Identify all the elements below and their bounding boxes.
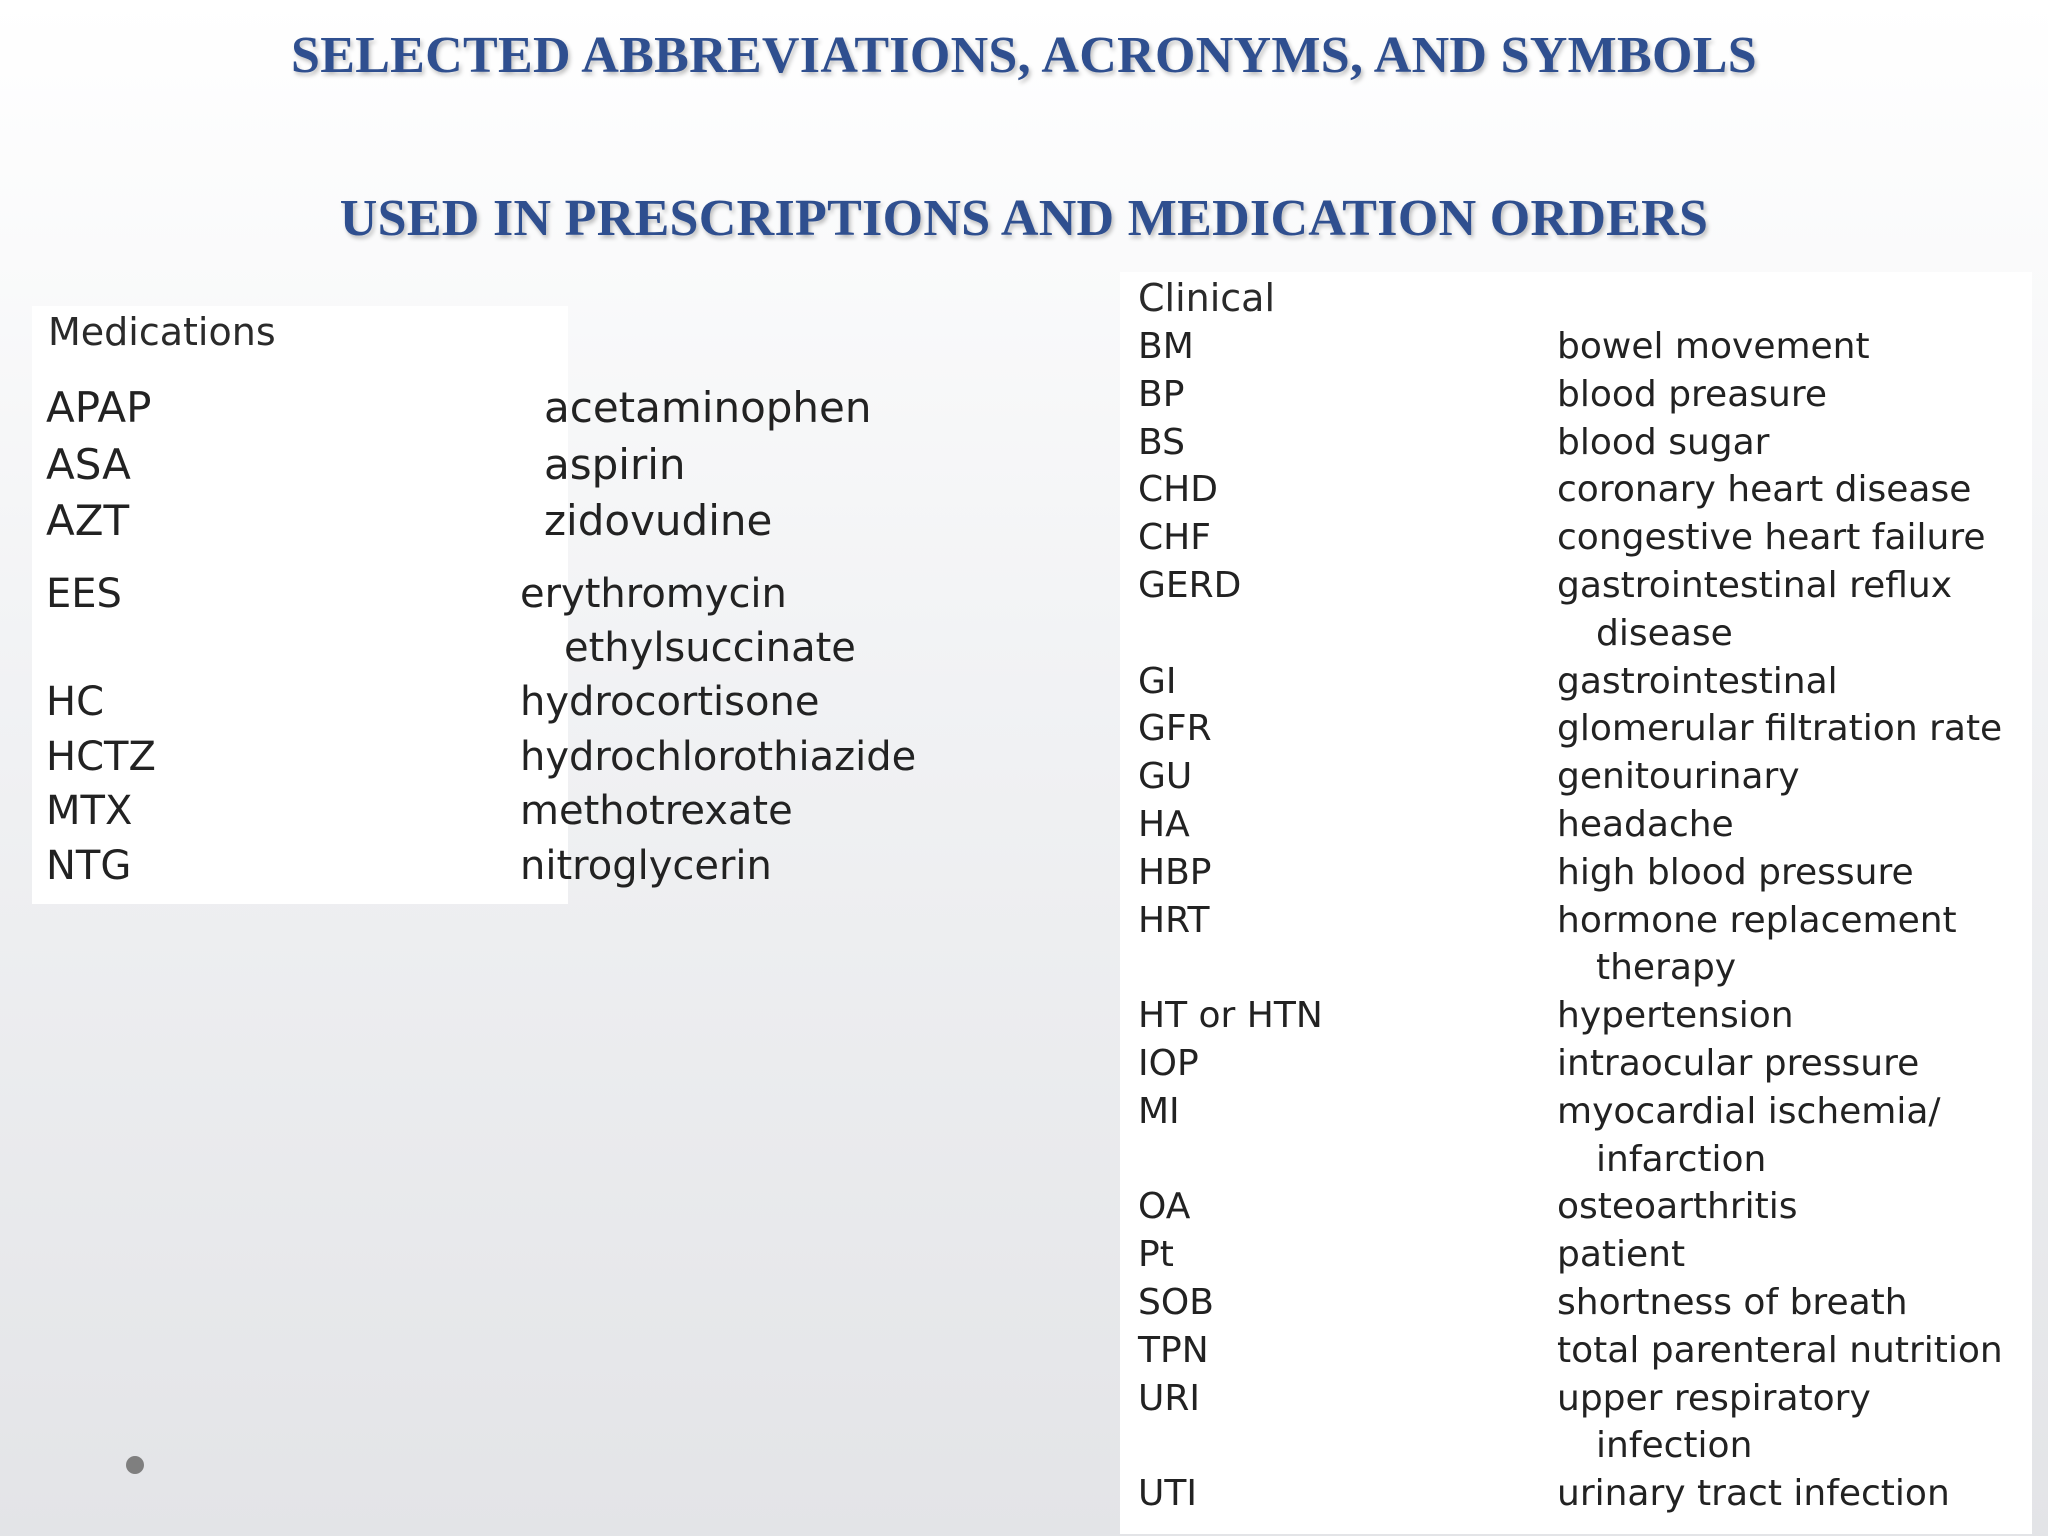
clinical-meaning-continued: therapy <box>1596 947 1737 988</box>
slide-title-line-2: USED IN PRESCRIPTIONS AND MEDICATION ORDERS <box>339 190 1709 247</box>
clinical-meaning: glomerular filtration rate <box>1557 708 2003 749</box>
medication-abbreviation: NTG <box>46 843 132 889</box>
clinical-abbreviation: BP <box>1138 374 1185 415</box>
clinical-abbreviation: SOB <box>1138 1282 1214 1323</box>
medication-name: zidovudine <box>544 496 773 545</box>
clinical-meaning: total parenteral nutrition <box>1557 1330 2003 1371</box>
clinical-abbreviation: HBP <box>1138 852 1212 893</box>
clinical-abbreviation: OA <box>1138 1186 1191 1227</box>
medications-heading: Medications <box>48 310 276 354</box>
clinical-abbreviation: TPN <box>1138 1330 1209 1371</box>
clinical-abbreviation: HT or HTN <box>1138 995 1323 1036</box>
clinical-abbreviation: BS <box>1138 422 1185 463</box>
clinical-meaning: blood sugar <box>1557 422 1770 463</box>
medication-abbreviation: EES <box>46 571 122 617</box>
clinical-meaning: shortness of breath <box>1557 1282 1908 1323</box>
medication-name: nitroglycerin <box>520 843 772 889</box>
medication-abbreviation: ASA <box>46 440 131 489</box>
clinical-abbreviation: MI <box>1138 1091 1180 1132</box>
medication-name-continued: ethylsuccinate <box>564 625 856 671</box>
medication-name: aspirin <box>544 440 686 489</box>
medication-name: erythromycin <box>520 571 787 617</box>
slide-title-line-1: SELECTED ABBREVIATIONS, ACRONYMS, AND SYMBOLS <box>291 27 1757 84</box>
clinical-abbreviation: CHD <box>1138 469 1218 510</box>
clinical-abbreviation: URI <box>1138 1378 1200 1419</box>
clinical-meaning-continued: infection <box>1596 1425 1753 1466</box>
medication-abbreviation: HC <box>46 679 105 725</box>
clinical-meaning: gastrointestinal <box>1557 661 1838 702</box>
clinical-meaning: upper respiratory <box>1557 1378 1871 1419</box>
medication-name: hydrochlorothiazide <box>520 734 917 780</box>
clinical-meaning: gastrointestinal reflux <box>1557 565 1953 606</box>
clinical-abbreviation: GFR <box>1138 708 1212 749</box>
clinical-abbreviation: GERD <box>1138 565 1242 606</box>
medication-name: methotrexate <box>520 788 793 834</box>
clinical-abbreviation: BM <box>1138 326 1194 367</box>
clinical-meaning-continued: infarction <box>1596 1139 1767 1180</box>
medication-abbreviation: HCTZ <box>46 734 156 780</box>
clinical-meaning: coronary heart disease <box>1557 469 1972 510</box>
clinical-abbreviation: IOP <box>1138 1043 1199 1084</box>
clinical-meaning: blood preasure <box>1557 374 1827 415</box>
medication-abbreviation: APAP <box>46 383 152 432</box>
clinical-meaning: intraocular pressure <box>1557 1043 1920 1084</box>
medication-name: hydrocortisone <box>520 679 820 725</box>
clinical-heading: Clinical <box>1138 276 1276 320</box>
clinical-abbreviation: CHF <box>1138 517 1211 558</box>
clinical-meaning: myocardial ischemia/ <box>1557 1091 1941 1132</box>
clinical-meaning: high blood pressure <box>1557 852 1914 893</box>
clinical-meaning: genitourinary <box>1557 756 1800 797</box>
medication-name: acetaminophen <box>544 383 872 432</box>
clinical-abbreviation: GU <box>1138 756 1193 797</box>
medication-abbreviation: AZT <box>46 496 130 545</box>
clinical-abbreviation: HRT <box>1138 900 1210 941</box>
clinical-abbreviation: UTI <box>1138 1473 1197 1514</box>
clinical-meaning: headache <box>1557 804 1734 845</box>
clinical-meaning-continued: disease <box>1596 613 1733 654</box>
medication-abbreviation: MTX <box>46 788 133 834</box>
clinical-meaning: hypertension <box>1557 995 1794 1036</box>
clinical-meaning: urinary tract infection <box>1557 1473 1950 1514</box>
clinical-meaning: patient <box>1557 1234 1686 1275</box>
clinical-meaning: osteoarthritis <box>1557 1186 1798 1227</box>
clinical-abbreviation: GI <box>1138 661 1177 702</box>
clinical-meaning: bowel movement <box>1557 326 1870 367</box>
clinical-abbreviation: Pt <box>1138 1234 1174 1275</box>
clinical-meaning: hormone replacement <box>1557 900 1957 941</box>
slide-bullet <box>126 1456 144 1474</box>
clinical-meaning: congestive heart failure <box>1557 517 1986 558</box>
clinical-abbreviation: HA <box>1138 804 1190 845</box>
